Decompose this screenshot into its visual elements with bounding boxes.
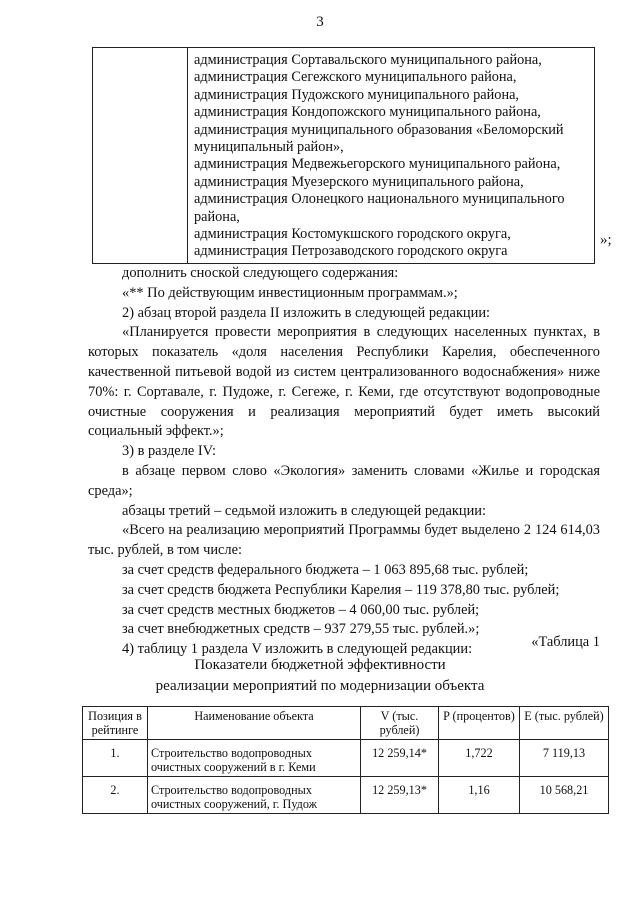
paragraph: 2) абзац второй раздела II изложить в следующей редакции: [122,304,491,321]
header-e: E (тыс. рублей) [520,707,609,740]
recipient-line: администрация Муезерского муниципального района, [194,173,524,190]
recipient-line: администрация Олонецкого национального муниципального [194,191,565,208]
table-subtitle: реализации мероприятий по модернизации объекта [155,678,485,694]
cell-name: Строительство водопроводных очистных сооружений в г. Кеми [148,740,361,777]
table-row [83,740,609,777]
cell-e: 7 119,13 [520,740,609,777]
paragraph: дополнить сноской следующего содержания: [122,265,399,281]
table-header-row [83,707,609,740]
recipient-line: муниципальный район», [194,139,344,156]
page-number: 3 [316,14,324,30]
paragraph: 3) в разделе IV: [122,443,216,460]
cell-position: 2. [83,777,148,814]
header-position: Позиция в рейтинге [83,707,148,740]
cell-p: 1,16 [439,777,520,814]
header-v: V (тыс. рублей) [361,707,439,740]
header-name: Наименование объекта [148,707,361,740]
paragraph: 4) таблицу 1 раздела V изложить в следующей редакции: [122,641,473,658]
recipient-line: администрация муниципального образования «Беломорский [194,121,564,138]
recipients-list-cell [188,48,595,264]
closing-quote: »; [600,232,612,248]
amendment-text [88,264,600,660]
recipient-line: администрация Петрозаводского городского округа [194,243,508,260]
paragraph: «Всего на реализацию мероприятий Программы будет выделено 2 124 614,03 тыс. рублей, в том числе: [88,522,600,559]
efficiency-table [82,706,609,814]
cell-v: 12 259,14* [361,740,439,777]
paragraph: «** По действующим инвестиционным программам.»; [122,284,458,301]
cell-v: 12 259,13* [361,777,439,814]
paragraph: за счет средств федерального бюджета – 1 063 895,68 тыс. рублей; [122,561,529,578]
header-p: P (процентов) [439,707,520,740]
paragraph: абзацы третий – седьмой изложить в следующей редакции: [122,502,487,519]
cell-name: Строительство водопроводных очистных сооружений, г. Пудож [148,777,361,814]
recipient-line: администрация Сортавальского муниципального района, [194,52,542,68]
paragraph: за счет средств местных бюджетов – 4 060,00 тыс. рублей; [122,601,480,618]
recipients-table [92,47,595,264]
table-row [83,777,609,814]
table-title: Показатели бюджетной эффективности [194,657,446,673]
recipient-line: администрация Медвежьегорского муниципального района, [194,156,561,173]
table-caption: «Таблица 1 [531,634,600,650]
recipient-line: района, [194,208,240,225]
paragraph: в абзаце первом слово «Экология» заменить словами «Жилье и городская среда»; [88,462,600,499]
empty-cell [93,48,188,264]
cell-position: 1. [83,740,148,777]
cell-e: 10 568,21 [520,777,609,814]
paragraph: «Планируется провести мероприятия в следующих населенных пунктах, в которых показатель «доля населения Республики Карелия, обеспеченного качественной питьевой водой из систем централизованного водоснабжения» ниже 70%: г. Сортавале, г. Пудоже, г. Сегеже, г. Кеми, где отсутствуют водопроводные очистные сооружения и реализация мероприятий будет иметь высокий социальный эффект.»; [88,324,600,440]
paragraph: за счет средств бюджета Республики Карелия – 119 378,80 тыс. рублей; [122,581,560,598]
cell-p: 1,722 [439,740,520,777]
recipient-line: администрация Кондопожского муниципального района, [194,104,541,121]
recipient-line: администрация Пудожского муниципального района, [194,86,520,103]
paragraph: за счет внебюджетных средств – 937 279,55 тыс. рублей.»; [122,621,480,638]
recipient-line: администрация Костомукшского городского округа, [194,226,511,243]
recipient-line: администрация Сегежского муниципального района, [194,69,517,86]
